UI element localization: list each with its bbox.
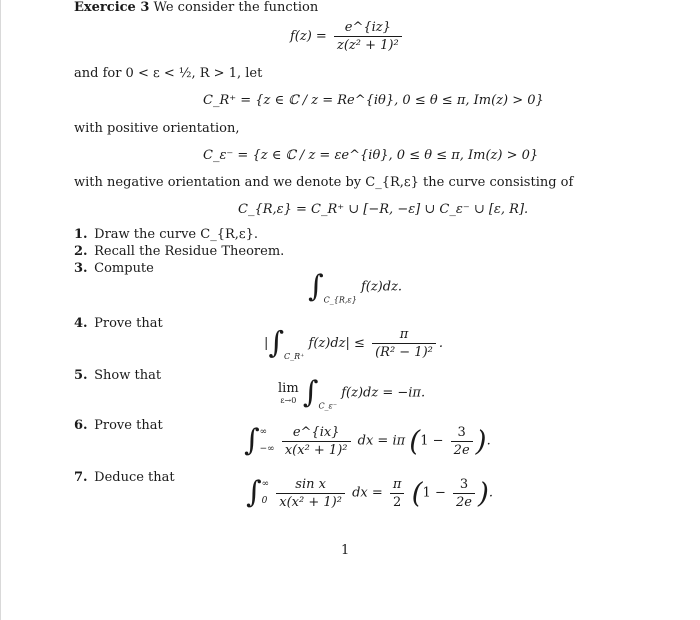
function-lhs: f(z) = bbox=[290, 29, 327, 44]
equation-cr-plus: C_R⁺ = {z ∈ ℂ / z = Re^{iθ}, 0 ≤ θ ≤ π, Im(z) > 0} bbox=[203, 93, 544, 108]
item-text: Deduce that bbox=[94, 470, 175, 485]
equation-limit bbox=[278, 375, 426, 411]
item-number: 1. bbox=[74, 227, 88, 242]
integrand: f(z)dz| ≤ bbox=[308, 336, 365, 351]
integral-sign: ∫ bbox=[302, 375, 319, 410]
integral-contour: C_R⁺ bbox=[284, 352, 305, 361]
item-number: 5. bbox=[74, 368, 88, 383]
item-text: Show that bbox=[94, 368, 162, 383]
limit-subscript: ε→0 bbox=[280, 396, 297, 405]
integrand-fraction bbox=[282, 425, 351, 458]
integral-limits bbox=[260, 424, 275, 458]
item-text: Prove that bbox=[94, 316, 163, 331]
item-number: 4. bbox=[74, 316, 88, 331]
integral-limits bbox=[262, 476, 270, 510]
item-number: 2. bbox=[74, 244, 88, 259]
fraction-numerator: 3 bbox=[459, 476, 469, 492]
integrand-numerator: e^{ix} bbox=[292, 424, 340, 440]
lower-limit: −∞ bbox=[259, 444, 275, 455]
equation-cre: C_{R,ε} = C_R⁺ ∪ [−R, −ε] ∪ C_ε⁻ ∪ [ε, R]. bbox=[238, 202, 529, 217]
limit-word: lim bbox=[278, 381, 299, 396]
integral-sign: ∫ bbox=[246, 475, 262, 511]
item-text: Compute bbox=[94, 261, 154, 276]
bound-numerator: π bbox=[399, 327, 409, 342]
paren-close: ) bbox=[477, 476, 489, 510]
page-edge bbox=[0, 0, 1, 620]
list-item bbox=[74, 368, 161, 383]
list-item bbox=[74, 316, 163, 331]
integrand-numerator: sin x bbox=[295, 476, 326, 492]
equation-ce-minus: C_ε⁻ = {z ∈ ℂ / z = εe^{iθ}, 0 ≤ θ ≤ π, Im(z) > 0} bbox=[203, 148, 539, 163]
item-number: 3. bbox=[74, 261, 88, 276]
equation-tail: . bbox=[488, 485, 494, 501]
paragraph-let: and for 0 < ε < ½, R > 1, let bbox=[74, 66, 263, 81]
integrand-denominator: x(x² + 1)² bbox=[282, 441, 351, 458]
three-over-2e bbox=[451, 425, 473, 458]
item-text: Draw the curve C_{R,ε}. bbox=[94, 227, 259, 242]
paragraph-positive-orientation: with positive orientation, bbox=[74, 121, 240, 136]
integral-sign: ∫ bbox=[268, 325, 285, 361]
integrand: f(z)dz = −iπ. bbox=[341, 385, 426, 401]
abs-open: | bbox=[264, 336, 269, 351]
item-text: Recall the Residue Theorem. bbox=[94, 244, 285, 259]
fraction-denominator: 2e bbox=[453, 493, 475, 510]
equation-real-integral bbox=[246, 476, 493, 510]
list-item bbox=[74, 244, 284, 259]
page-number: 1 bbox=[341, 543, 350, 558]
coefficient-denominator: 2 bbox=[390, 493, 404, 510]
upper-limit: ∞ bbox=[259, 427, 268, 437]
paren-open: ( bbox=[409, 424, 421, 458]
integral-sign: ∫ bbox=[308, 269, 324, 304]
equation-middle: dx = bbox=[352, 485, 383, 501]
integrand: f(z)dz. bbox=[360, 279, 403, 295]
fraction-numerator: 3 bbox=[457, 424, 466, 440]
item-text: Prove that bbox=[94, 418, 163, 433]
equation-middle: dx = iπ bbox=[357, 433, 406, 449]
list-item bbox=[74, 470, 175, 485]
equation-compute bbox=[308, 269, 403, 305]
pi-over-two bbox=[390, 477, 405, 510]
item-number: 7. bbox=[74, 470, 88, 485]
integrand-fraction bbox=[276, 477, 345, 510]
limit-operator bbox=[278, 381, 299, 405]
function-fraction bbox=[334, 20, 402, 53]
integral-sign: ∫ bbox=[244, 423, 260, 459]
integral-contour: C_{R,ε} bbox=[323, 295, 357, 305]
bound-tail: . bbox=[438, 336, 444, 351]
paren-close: ) bbox=[475, 424, 487, 458]
one-minus: 1 − bbox=[422, 485, 446, 501]
list-item bbox=[74, 227, 258, 242]
equation-tail: . bbox=[486, 433, 491, 449]
function-numerator: e^{iz} bbox=[344, 20, 391, 35]
exercise-label: Exercice 3 bbox=[74, 0, 150, 15]
upper-limit: ∞ bbox=[261, 479, 270, 489]
bound-fraction bbox=[372, 327, 436, 360]
fraction-denominator: 2e bbox=[451, 441, 473, 458]
function-denominator: z(z² + 1)² bbox=[334, 36, 402, 53]
integral-contour: C_ε⁻ bbox=[318, 401, 338, 411]
equation-complex-integral bbox=[244, 424, 491, 458]
exercise-intro: We consider the function bbox=[153, 0, 319, 15]
integrand-denominator: x(x² + 1)² bbox=[276, 493, 345, 510]
one-minus: 1 − bbox=[420, 433, 444, 449]
bound-denominator: (R² − 1)² bbox=[372, 343, 436, 360]
three-over-2e bbox=[453, 477, 475, 510]
equation-bound bbox=[264, 327, 443, 361]
lower-limit: 0 bbox=[261, 496, 268, 507]
exercise-header bbox=[74, 0, 318, 15]
item-number: 6. bbox=[74, 418, 88, 433]
function-definition bbox=[290, 20, 405, 53]
list-item bbox=[74, 418, 163, 433]
list-item bbox=[74, 261, 154, 276]
coefficient-numerator: π bbox=[392, 476, 402, 492]
paragraph-negative-orientation: with negative orientation and we denote by C_{R,ε} the curve consisting of bbox=[74, 175, 574, 190]
paren-open: ( bbox=[411, 476, 423, 510]
